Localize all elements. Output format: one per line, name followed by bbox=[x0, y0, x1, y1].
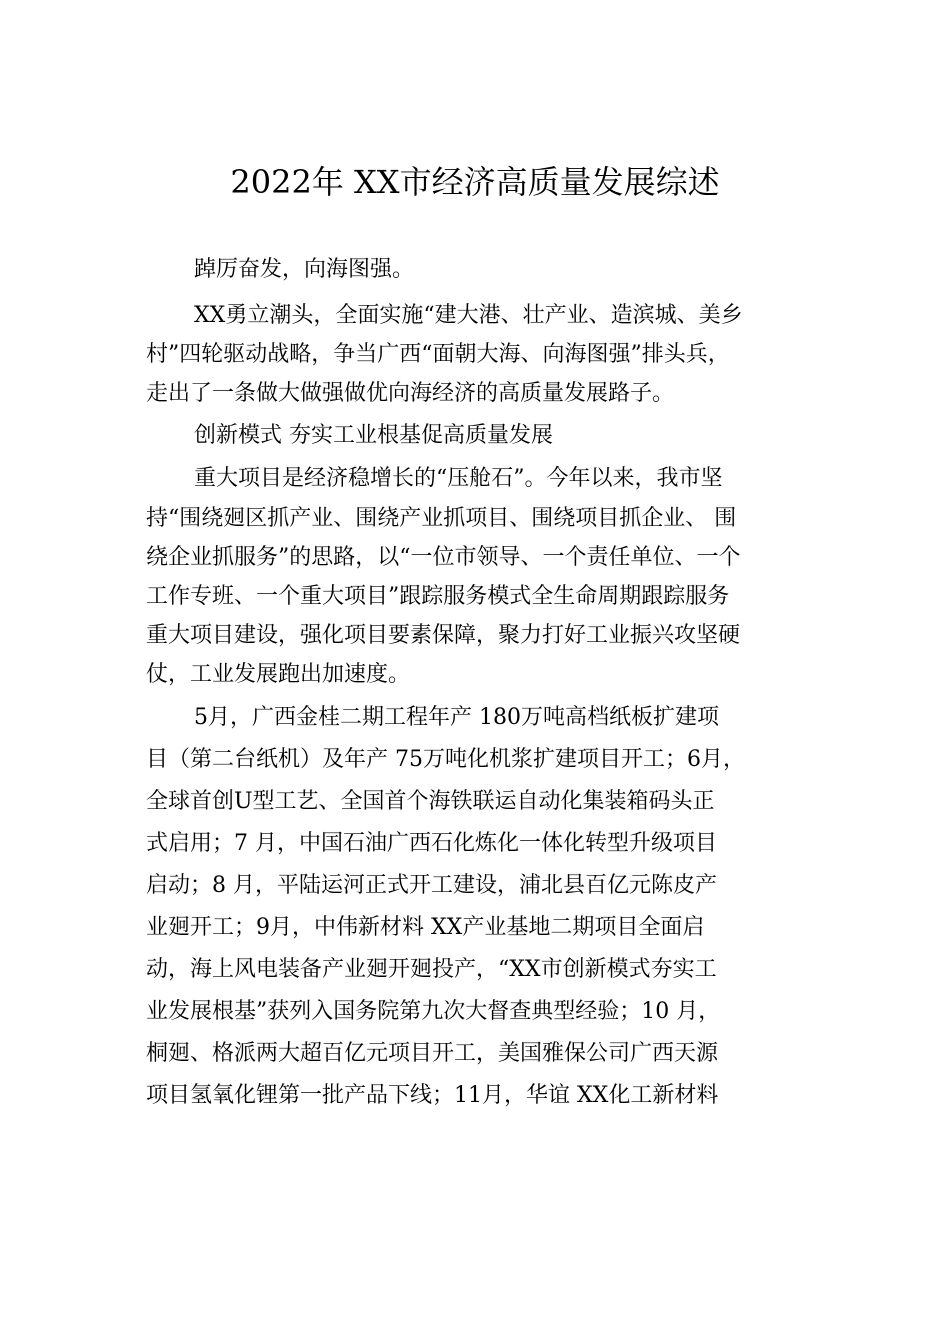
paragraph-line: 走出了一条做大做强做优向海经济的高质量发展路子。 bbox=[146, 381, 675, 406]
paragraph-line: 业㢠开工；9月，中伟新材料 XX产业基地二期项目全面启 bbox=[146, 915, 705, 940]
paragraph-line: 动，海上风电装备产业㢠开㢠投产，“XX市创新模式夯实工 bbox=[146, 957, 717, 982]
paragraph-line: 式启用；7 月，中国石油广西石化炼化一体化转型升级项目 bbox=[146, 831, 717, 856]
paragraph-line: 仗，工业发展跑出加速度。 bbox=[146, 662, 411, 687]
section-heading: 创新模式 夯实工业根基促高质量发展 bbox=[194, 423, 553, 448]
paragraph-line: 项目氢氧化锂第一批产品下线；11月，华谊 XX化工新材料 bbox=[146, 1083, 719, 1108]
paragraph-line: 启动；8 月，平陆运河正式开工建设，浦北县百亿元陈皮产 bbox=[146, 873, 717, 898]
paragraph-line: 村”四轮驱动战略，争当广西“面朝大海、向海图强”排头兵， bbox=[146, 342, 730, 367]
paragraph-line: 踔厉奋发，向海图强。 bbox=[194, 257, 415, 282]
paragraph-line: 工作专班、一个重大项目”跟踪服务模式全生命周期跟踪服务 bbox=[146, 584, 730, 609]
document-title: 2022年 XX市经济高质量发展综述 bbox=[230, 163, 720, 201]
paragraph-line: 5月，广西金桂二期工程年产 180万吨高档纸板扩建项 bbox=[194, 705, 719, 730]
paragraph-line: 业发展根基”获列入国务院第九次大督查典型经验；10 月， bbox=[146, 999, 721, 1024]
paragraph-line: 全球首创U型工艺、全国首个海铁联运自动化集装箱码头正 bbox=[146, 789, 715, 814]
paragraph-line: 桐㢠、格派两大超百亿元项目开工，美国雅保公司广西天源 bbox=[146, 1041, 719, 1066]
paragraph-line: 重大项目是经济稳增长的“压舱石”。今年以来，我市坚 bbox=[194, 466, 723, 491]
paragraph-line: XX勇立潮头，全面实施“建大港、壮产业、造滨城、美乡 bbox=[194, 303, 743, 328]
paragraph-line: 绕企业抓服务”的思路，以“一位市领导、一个责任单位、一个 bbox=[146, 545, 741, 570]
paragraph-line: 重大项目建设，强化项目要素保障，聚力打好工业振兴攻坚硬 bbox=[146, 623, 741, 648]
paragraph-line: 目（第二台纸机）及年产 75万吨化机浆扩建项目开工；6月， bbox=[146, 747, 745, 772]
paragraph-line: 持“围绕㢠区抓产业、围绕产业抓项目、围绕项目抓企业、 围 bbox=[146, 506, 737, 531]
